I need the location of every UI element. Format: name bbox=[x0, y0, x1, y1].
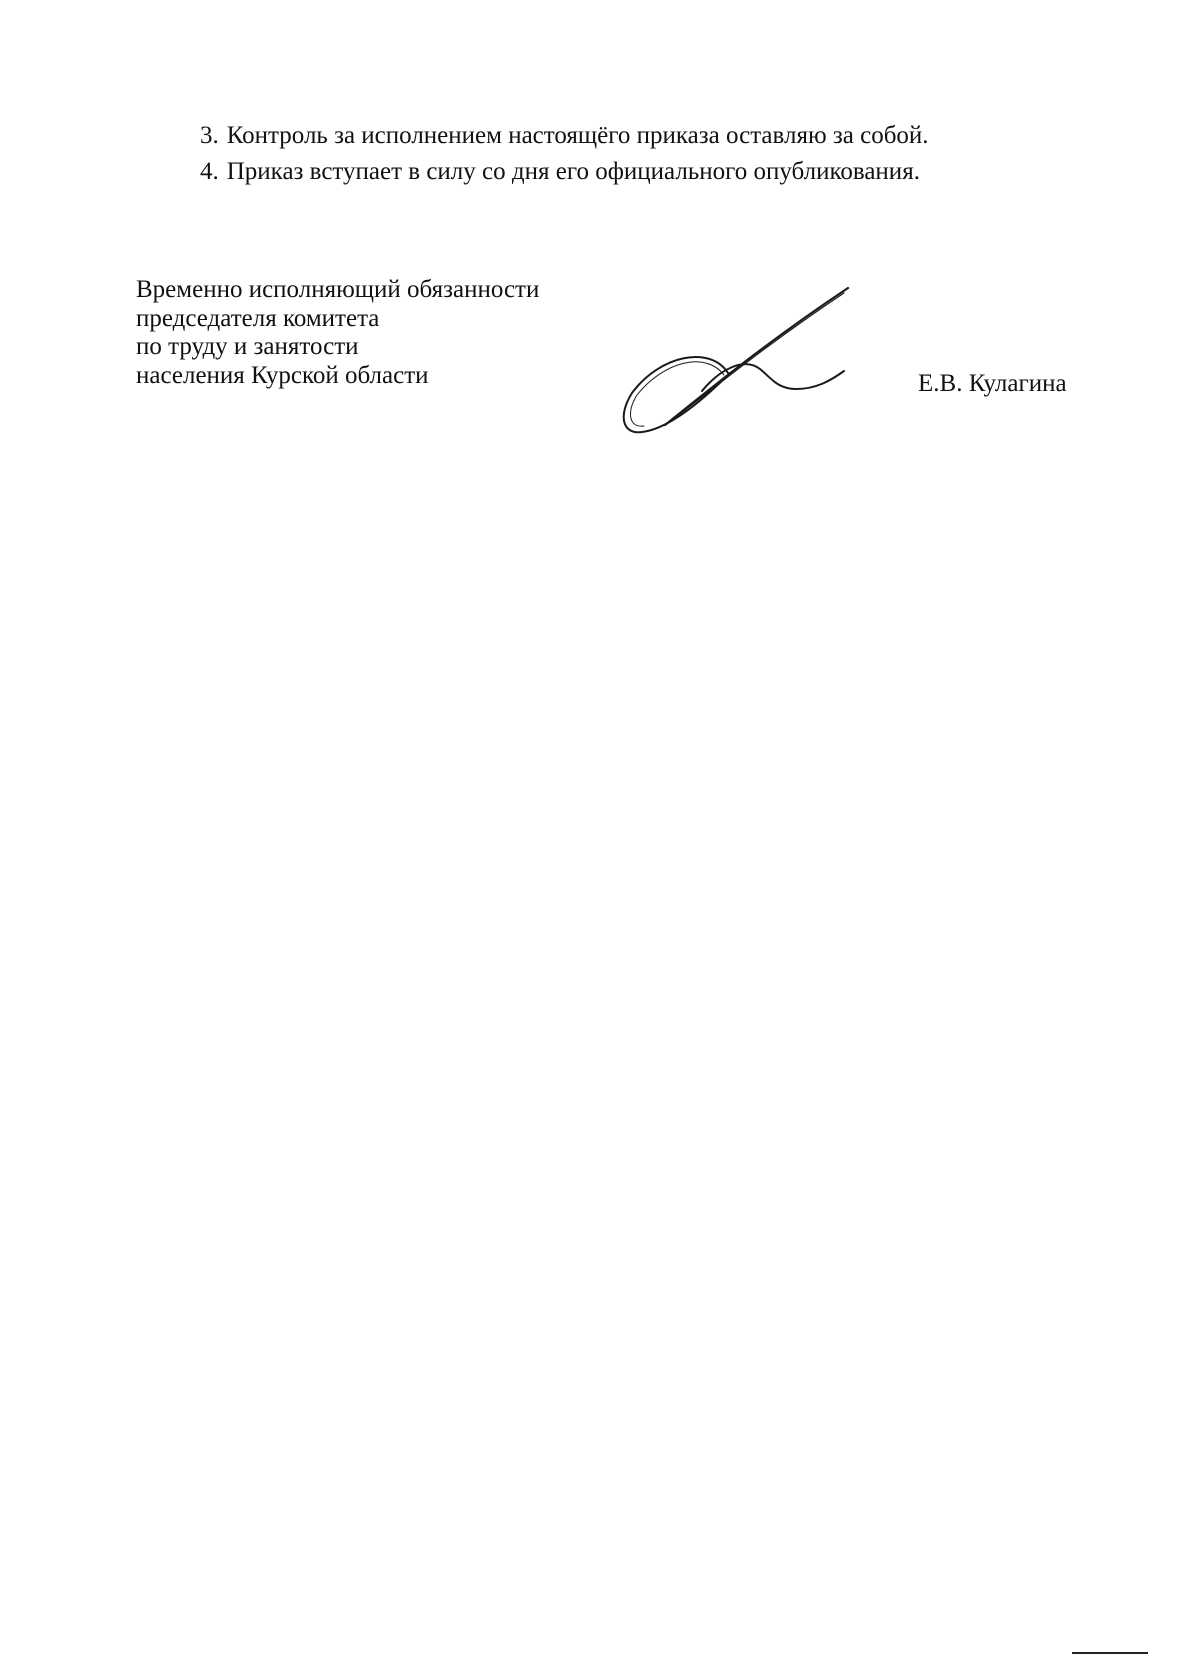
clause-list bbox=[200, 118, 1100, 190]
clause-number: 4. bbox=[200, 158, 219, 185]
clause-text: Приказ вступает в силу со дня его официального опубликования. bbox=[226, 158, 920, 185]
clause-number: 3. bbox=[200, 122, 219, 149]
clause-item bbox=[200, 118, 1100, 154]
signatory-name: Е.В. Кулагина bbox=[918, 370, 1067, 397]
clause-item bbox=[200, 154, 1100, 190]
signatory-title-line: председателя комитета bbox=[136, 304, 380, 332]
signatory-title-line: Временно исполняющий обязанности bbox=[136, 276, 540, 303]
signatory-title-line: по труду и занятости bbox=[136, 333, 359, 360]
clause-text: Контроль за исполнением настоящёго приказа оставляю за собой. bbox=[226, 122, 929, 149]
handwritten-signature-icon bbox=[620, 285, 860, 440]
signatory-title-block bbox=[136, 276, 596, 390]
signatory-title-line: населения Курской области bbox=[136, 361, 429, 389]
page-corner-line bbox=[1072, 1652, 1148, 1654]
